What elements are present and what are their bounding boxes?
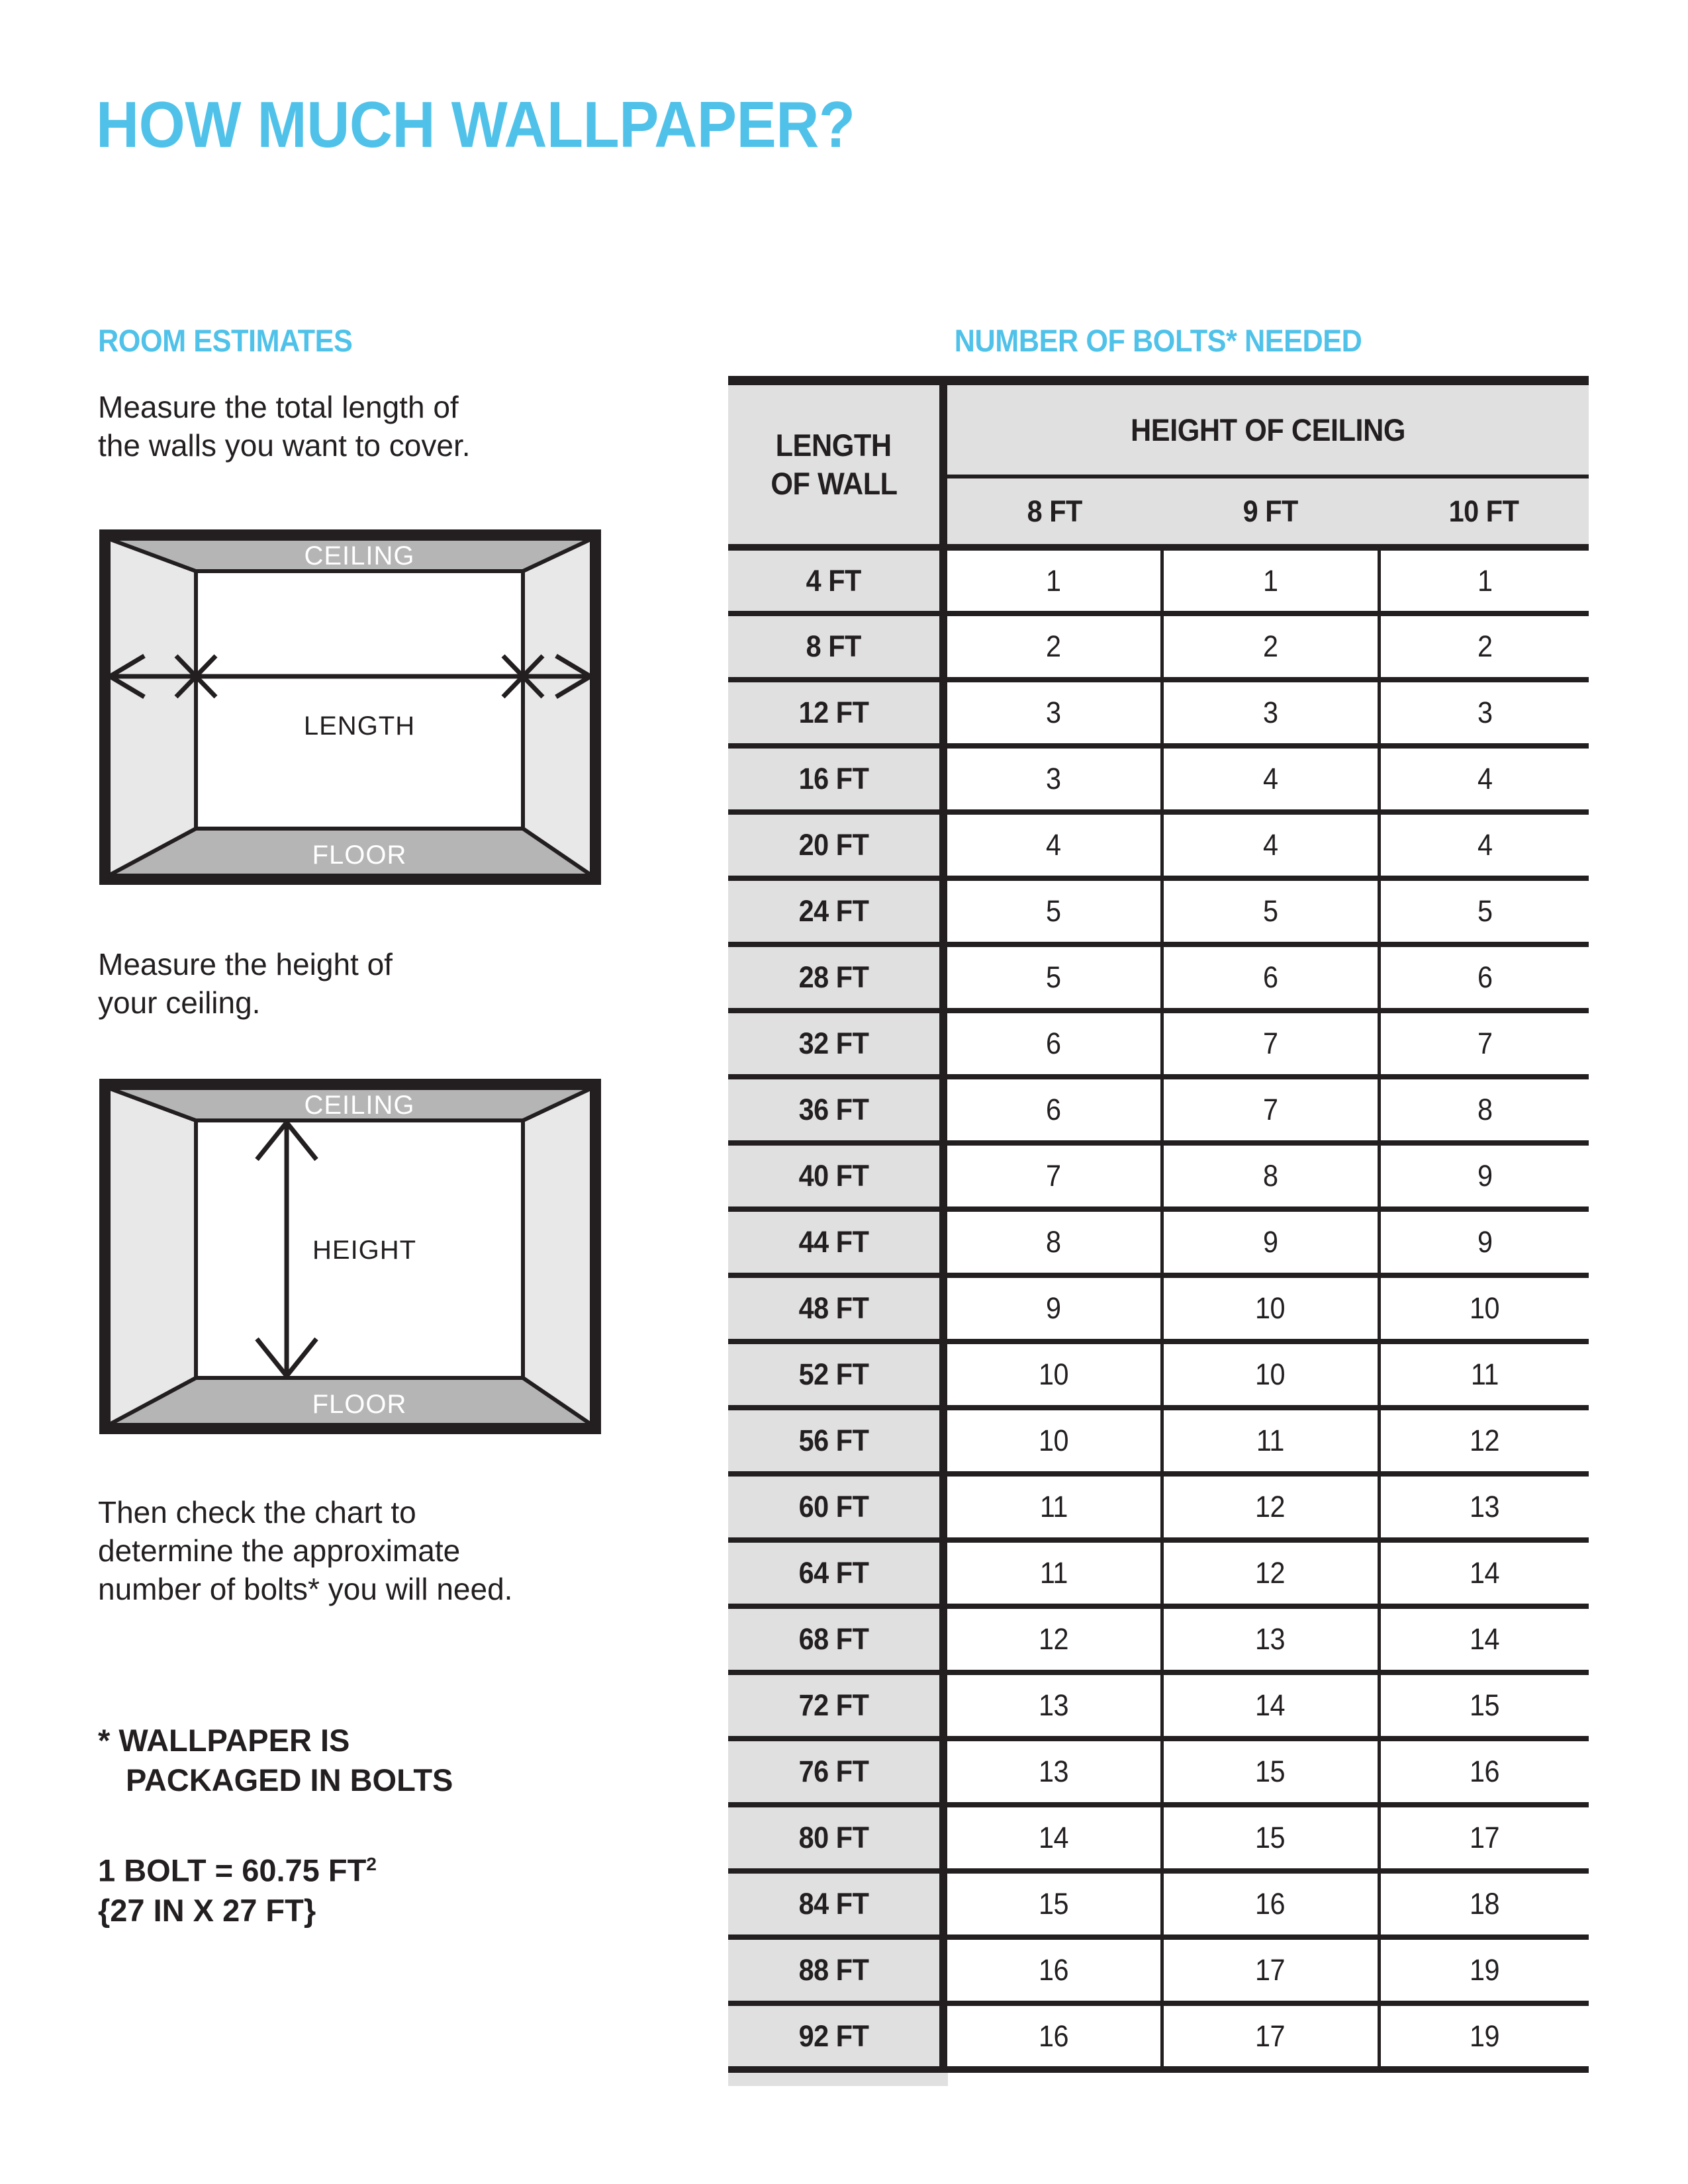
bolt-table-body [728,547,1589,2070]
bolt-equation-superscript: 2 [366,1853,377,1874]
bolt-count-cell: 10 [1162,1275,1379,1342]
bolt-count-cell: 4 [1379,812,1589,878]
text-line: * WALLPAPER IS [98,1723,350,1758]
table-row [728,2003,1589,2070]
bolt-count-cell: 14 [1162,1672,1379,1739]
table-row [728,1143,1589,1209]
table-row [728,1540,1589,1606]
bolt-count-cell: 5 [943,944,1162,1011]
bolt-count-cell: 14 [1379,1606,1589,1672]
bolt-count-cell: 7 [1162,1011,1379,1077]
bolt-count-cell: 16 [1379,1739,1589,1805]
bolt-count-cell: 14 [943,1805,1162,1871]
column-header-8ft-text: 8 FT [1027,494,1082,528]
bolt-count-cell: 3 [943,746,1162,812]
instruction-measure-length [98,388,471,465]
table-row [728,1342,1589,1408]
bolt-count-cell: 9 [1379,1209,1589,1275]
row-length-label: 52 FT [728,1342,943,1408]
row-length-label: 48 FT [728,1275,943,1342]
row-length-label: 36 FT [728,1077,943,1143]
bolt-count-cell: 13 [1162,1606,1379,1672]
height-label: HEIGHT [312,1236,417,1265]
bolt-count-cell: 8 [1379,1077,1589,1143]
row-length-label: 72 FT [728,1672,943,1739]
bolt-count-cell: 10 [1379,1275,1589,1342]
room-estimates-heading [98,322,375,359]
row-length-label: 28 FT [728,944,943,1011]
room-length-diagram-svg [99,529,601,885]
table-row [728,1408,1589,1474]
bolt-dimensions: {27 IN X 27 FT} [98,1892,316,1928]
bolt-count-cell: 13 [943,1672,1162,1739]
bolt-count-cell: 2 [1379,614,1589,680]
room-height-diagram [99,1079,601,1434]
row-length-label: 80 FT [728,1805,943,1871]
bolts-needed-heading-text: NUMBER OF BOLTS* NEEDED [955,323,1362,358]
bolt-count-cell: 17 [1162,1937,1379,2003]
row-length-label: 16 FT [728,746,943,812]
text-line: Measure the height of [98,947,393,981]
table-row [728,1077,1589,1143]
bolt-count-cell: 8 [943,1209,1162,1275]
bolt-count-cell: 9 [1162,1209,1379,1275]
bolt-count-cell: 5 [1379,878,1589,944]
bolt-count-cell: 4 [1379,746,1589,812]
text-line: number of bolts* you will need. [98,1572,513,1606]
bolt-count-cell: 11 [943,1474,1162,1540]
bolts-table [728,376,1589,2073]
table-row [728,1805,1589,1871]
label-column-gray-stub [728,2073,948,2086]
bolt-count-cell: 3 [1162,680,1379,746]
bolt-count-cell: 17 [1379,1805,1589,1871]
ceiling-label: CEILING [304,1091,415,1120]
bolt-count-cell: 4 [1162,812,1379,878]
bolt-count-cell: 18 [1379,1871,1589,1937]
bolt-count-cell: 6 [943,1077,1162,1143]
height-of-ceiling-text: HEIGHT OF CEILING [1131,412,1406,447]
column-header-8ft [943,477,1162,547]
column-header-10ft [1379,477,1589,547]
bolt-equation-text: 1 BOLT = 60.75 FT [98,1852,367,1888]
row-length-label: 64 FT [728,1540,943,1606]
bolt-count-cell: 12 [1379,1408,1589,1474]
bolt-count-cell: 16 [943,1937,1162,2003]
bolt-count-cell: 7 [943,1143,1162,1209]
bolts-table-container [728,376,1589,2073]
bolt-count-cell: 13 [943,1739,1162,1805]
bolt-count-cell: 10 [943,1342,1162,1408]
back-wall [196,571,523,829]
instruction-measure-height [98,945,393,1022]
bolt-count-cell: 10 [1162,1342,1379,1408]
room-height-diagram-svg [99,1079,601,1434]
instruction-check-chart [98,1493,512,1608]
row-length-label: 44 FT [728,1209,943,1275]
bolt-count-cell: 15 [943,1871,1162,1937]
bolt-count-cell: 10 [943,1408,1162,1474]
left-wall [109,1088,196,1425]
row-length-label: 84 FT [728,1871,943,1937]
bolt-count-cell: 16 [943,2003,1162,2070]
page-title-text: HOW MUCH WALLPAPER? [96,88,855,161]
bolt-equation [98,1844,377,1891]
table-row [728,1937,1589,2003]
bolt-count-cell: 6 [1162,944,1379,1011]
bolt-count-cell: 13 [1379,1474,1589,1540]
bolt-count-cell: 6 [1379,944,1589,1011]
table-row [728,1672,1589,1739]
row-length-label: 24 FT [728,878,943,944]
bolt-count-cell: 12 [943,1606,1162,1672]
bolt-count-cell: 19 [1379,1937,1589,2003]
room-length-diagram [99,529,601,885]
row-length-label: 4 FT [728,547,943,614]
bolt-count-cell: 11 [943,1540,1162,1606]
row-length-label: 56 FT [728,1408,943,1474]
floor-label: FLOOR [312,1390,407,1419]
table-row [728,746,1589,812]
text-line: Measure the total length of [98,390,459,424]
table-row [728,1871,1589,1937]
table-row [728,944,1589,1011]
bolt-count-cell: 4 [1162,746,1379,812]
table-row [728,1209,1589,1275]
row-length-label: 12 FT [728,680,943,746]
bolt-count-cell: 1 [1379,547,1589,614]
bolt-count-cell: 12 [1162,1540,1379,1606]
left-wall [109,539,196,876]
bolt-count-cell: 19 [1379,2003,1589,2070]
text-line: PACKAGED IN BOLTS [126,1762,453,1797]
bolt-count-cell: 15 [1379,1672,1589,1739]
page-title [96,87,921,162]
wallpaper-bolts-footnote [98,1721,453,1800]
text-line: Then check the chart to [98,1495,416,1529]
table-row [728,812,1589,878]
row-length-label: 76 FT [728,1739,943,1805]
bolt-count-cell: 2 [1162,614,1379,680]
bolt-count-cell: 14 [1379,1540,1589,1606]
text-line: your ceiling. [98,985,261,1020]
bolt-count-cell: 15 [1162,1805,1379,1871]
bolt-size-note [98,1844,377,1931]
table-row [728,680,1589,746]
row-length-label: 32 FT [728,1011,943,1077]
length-of-wall-header [728,381,943,547]
table-row [728,1275,1589,1342]
table-row [728,1011,1589,1077]
bolt-count-cell: 17 [1162,2003,1379,2070]
bolt-count-cell: 3 [1379,680,1589,746]
bolt-count-cell: 11 [1379,1342,1589,1408]
table-row [728,547,1589,614]
bolt-count-cell: 7 [1162,1077,1379,1143]
bolt-count-cell: 16 [1162,1871,1379,1937]
bolts-needed-heading [728,322,1589,359]
table-row [728,878,1589,944]
bolt-count-cell: 12 [1162,1474,1379,1540]
column-header-9ft-text: 9 FT [1243,494,1298,528]
bolt-count-cell: 11 [1162,1408,1379,1474]
row-length-label: 68 FT [728,1606,943,1672]
bolt-count-cell: 9 [1379,1143,1589,1209]
right-wall [523,1088,592,1425]
bolt-count-cell: 5 [1162,878,1379,944]
length-of-wall-line1: LENGTH [775,428,892,463]
row-length-label: 92 FT [728,2003,943,2070]
bolt-count-cell: 8 [1162,1143,1379,1209]
column-header-10ft-text: 10 FT [1448,494,1519,528]
bolt-count-cell: 5 [943,878,1162,944]
bolt-count-cell: 7 [1379,1011,1589,1077]
bolt-count-cell: 4 [943,812,1162,878]
table-row [728,614,1589,680]
bolt-count-cell: 3 [943,680,1162,746]
table-row [728,1474,1589,1540]
table-row [728,1606,1589,1672]
bolt-count-cell: 1 [943,547,1162,614]
height-of-ceiling-header [943,381,1589,477]
bolt-count-cell: 15 [1162,1739,1379,1805]
room-estimates-heading-text: ROOM ESTIMATES [98,323,353,358]
row-length-label: 60 FT [728,1474,943,1540]
right-wall [523,539,592,876]
floor-label: FLOOR [312,841,407,870]
length-label: LENGTH [303,711,416,741]
text-line: the walls you want to cover. [98,428,471,463]
text-line: determine the approximate [98,1533,461,1568]
row-length-label: 40 FT [728,1143,943,1209]
ceiling-label: CEILING [304,541,415,570]
column-header-9ft [1162,477,1379,547]
table-header-row-1 [728,381,1589,477]
length-of-wall-line2: OF WALL [770,466,898,501]
row-length-label: 20 FT [728,812,943,878]
row-length-label: 8 FT [728,614,943,680]
table-row [728,1739,1589,1805]
bolt-count-cell: 2 [943,614,1162,680]
bolt-count-cell: 6 [943,1011,1162,1077]
bolt-count-cell: 9 [943,1275,1162,1342]
row-length-label: 88 FT [728,1937,943,2003]
bolt-count-cell: 1 [1162,547,1379,614]
